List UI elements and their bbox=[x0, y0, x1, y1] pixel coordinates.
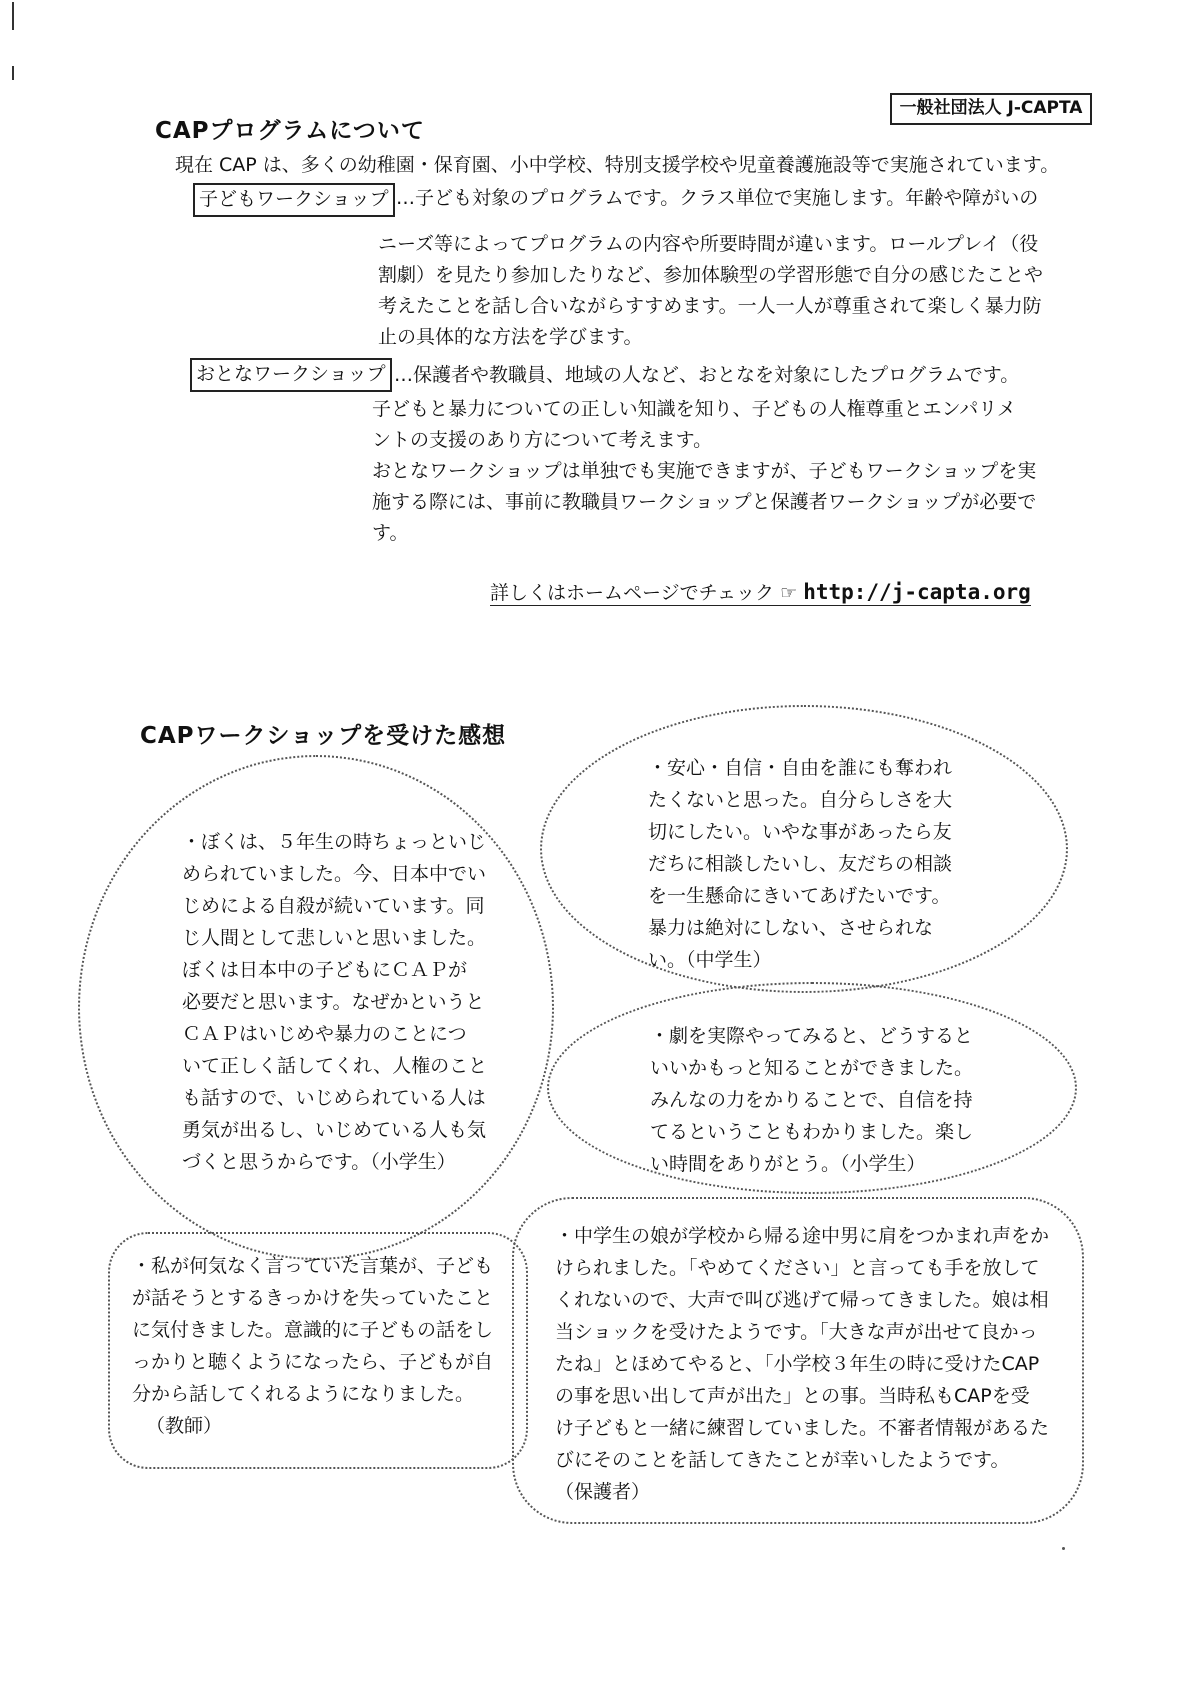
comment-line: じめによる自殺が続いています。同 bbox=[182, 895, 485, 917]
kids-workshop-desc bbox=[396, 183, 1038, 214]
program-heading: CAPプログラムについて bbox=[155, 118, 425, 144]
comment-guardian bbox=[555, 1220, 1049, 1508]
comment-line: いて正しく話してくれ、人権のこと bbox=[182, 1055, 488, 1077]
comment-line: じ人間として悲しいと思いました。 bbox=[182, 927, 487, 949]
program-intro: 現在 CAP は、多くの幼稚園・保育園、小中学校、特別支援学校や児童養護施設等で実施されています。 bbox=[175, 154, 1060, 176]
adult-workshop-desc bbox=[394, 360, 1019, 391]
comment-line: （教師） bbox=[146, 1415, 223, 1437]
comment-teacher bbox=[132, 1250, 493, 1442]
desc-line: ニーズ等によってプログラムの内容や所要時間が違います。ロールプレイ（役 bbox=[378, 233, 1039, 255]
comment-line: けられました。「やめてください」と言っても手を放して bbox=[555, 1257, 1040, 1279]
desc-line: 考えたことを話し合いながらすすめます。一人一人が尊重されて楽しく暴力防 bbox=[378, 295, 1042, 317]
comment-line: 分から話してくれるようになりました。 bbox=[132, 1383, 475, 1405]
comment-line: だちに相談したいし、友だちの相談 bbox=[648, 853, 953, 875]
desc-line: 子どもと暴力についての正しい知識を知り、子どもの人権尊重とエンパリメ bbox=[372, 398, 1016, 420]
comment-line: められていました。今、日本中でい bbox=[182, 863, 487, 885]
scan-edge-mark bbox=[12, 2, 14, 30]
comment-line: ・劇を実際やってみると、どうすると bbox=[650, 1025, 974, 1047]
homepage-url[interactable]: http://j-capta.org bbox=[803, 580, 1031, 604]
comment-line: てるということもわかりました。楽し bbox=[650, 1121, 974, 1143]
kids-workshop-desc-body bbox=[378, 229, 1043, 353]
comment-elementary-2 bbox=[650, 1020, 973, 1180]
desc-line: ントの支援のあり方について考えます。 bbox=[372, 429, 713, 451]
comment-line: いいかもっと知ることができました。 bbox=[650, 1057, 974, 1079]
comment-line: っかりと聴くようになったら、子どもが自 bbox=[132, 1351, 494, 1373]
scan-dot bbox=[1062, 1547, 1065, 1550]
more-info-text: 詳しくはホームページでチェック bbox=[490, 582, 775, 604]
comment-line: に気付きました。意識的に子どもの話をし bbox=[132, 1319, 494, 1341]
homepage-link[interactable] bbox=[490, 578, 1031, 606]
comment-line: 勇気が出るし、いじめている人も気 bbox=[182, 1119, 487, 1141]
comment-line: い時間をありがとう。（小学生） bbox=[650, 1153, 926, 1175]
comment-line: ・私が何気なく言っていた言葉が、子ども bbox=[132, 1255, 494, 1277]
comment-line: たくないと思った。自分らしさを大 bbox=[648, 789, 953, 811]
comment-line: ・安心・自信・自由を誰にも奪われ bbox=[648, 757, 953, 779]
comment-line: ぼくは日本中の子どもにＣＡＰが bbox=[182, 959, 468, 981]
comment-line: たね」とほめてやると、「小学校３年生の時に受けたCAP bbox=[555, 1353, 1040, 1375]
comment-line: ・中学生の娘が学校から帰る途中男に肩をつかまれ声をか bbox=[555, 1225, 1050, 1247]
comment-line: が話そうとするきっかけを失っていたこと bbox=[132, 1287, 494, 1309]
pointing-hand-icon: ☞ bbox=[780, 582, 798, 604]
comment-line: 当ショックを受けたようです。「大きな声が出せて良かっ bbox=[555, 1321, 1038, 1343]
desc-line: 割劇）を見たり参加したりなど、参加体験型の学習形態で自分の感じたことや bbox=[378, 264, 1044, 286]
comment-line: の事を思い出して声が出た」との事。当時私もCAPを受 bbox=[555, 1385, 1030, 1407]
desc-line: …保護者や教職員、地域の人など、おとなを対象にしたプログラムです。 bbox=[394, 364, 1020, 386]
scan-edge-mark bbox=[12, 66, 14, 80]
desc-line: おとなワークショップは単独でも実施できますが、子どもワークショップを実 bbox=[372, 460, 1037, 482]
adult-workshop-label: おとなワークショップ bbox=[190, 358, 392, 392]
comment-line: を一生懸命にきいてあげたいです。 bbox=[648, 885, 951, 907]
comment-line: みんなの力をかりることで、自信を持 bbox=[650, 1089, 973, 1111]
comment-line: びにそのことを話してきたことが幸いしたようです。 bbox=[555, 1449, 1010, 1471]
comment-line: 暴力は絶対にしない、させられな bbox=[648, 917, 934, 939]
comment-line: ＣＡＰはいじめや暴力のことにつ bbox=[182, 1023, 467, 1045]
comment-line: 必要だと思います。なぜかというと bbox=[182, 991, 485, 1013]
desc-line: 止の具体的な方法を学びます。 bbox=[378, 326, 643, 348]
desc-line: 施する際には、事前に教職員ワークショップと保護者ワークショップが必要で bbox=[372, 491, 1037, 513]
adult-workshop-desc-body bbox=[372, 394, 1036, 549]
kids-workshop-label: 子どもワークショップ bbox=[193, 183, 395, 217]
comment-junior-high bbox=[648, 752, 952, 976]
comment-line: も話すので、いじめられている人は bbox=[182, 1087, 486, 1109]
comment-elementary-1 bbox=[182, 826, 487, 1178]
comment-line: づくと思うからです。（小学生） bbox=[182, 1151, 456, 1173]
comment-line: け子どもと一緒に練習していました。不審者情報があるた bbox=[555, 1417, 1050, 1439]
comment-line: （保護者） bbox=[555, 1481, 651, 1503]
impressions-heading: CAPワークショップを受けた感想 bbox=[140, 723, 507, 749]
comment-line: い。（中学生） bbox=[648, 949, 772, 971]
comment-line: ・ぼくは、５年生の時ちょっといじ bbox=[182, 831, 487, 853]
comment-line: くれないので、大声で叫び逃げて帰ってきました。娘は相 bbox=[555, 1289, 1049, 1311]
organization-label: 一般社団法人 J-CAPTA bbox=[890, 93, 1092, 125]
comment-line: 切にしたい。いやな事があったら友 bbox=[648, 821, 952, 843]
desc-line: す。 bbox=[372, 522, 409, 544]
desc-line: …子ども対象のプログラムです。クラス単位で実施します。年齢や障がいの bbox=[396, 187, 1039, 209]
